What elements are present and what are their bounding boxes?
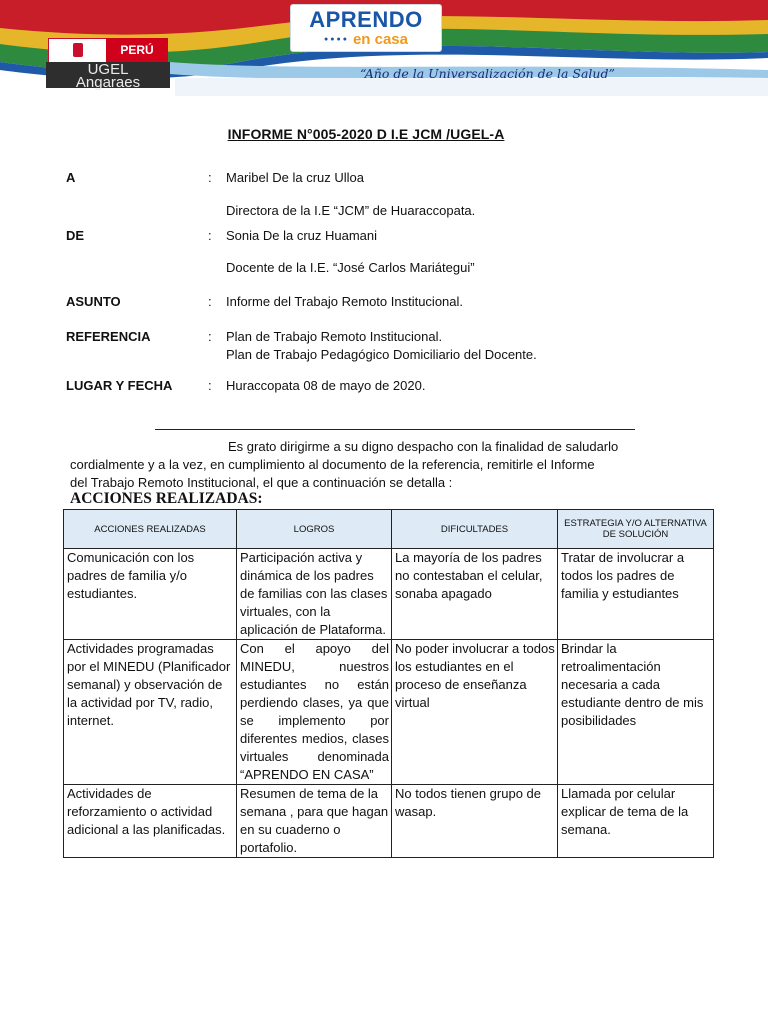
field-label-lugar-fecha: LUGAR Y FECHA bbox=[66, 378, 173, 393]
table-cell: Actividades programadas por el MINEDU (Planificador semanal) y observación de la actividad por TV, radio, internet. bbox=[64, 640, 237, 785]
table-header-estrategia: ESTRATEGIA Y/O ALTERNATIVA DE SOLUCIÓN bbox=[558, 510, 714, 549]
field-label-referencia: REFERENCIA bbox=[66, 329, 151, 344]
table-cell: Llamada por celular explicar de tema de la semana. bbox=[558, 785, 714, 858]
ugel-line1: UGEL bbox=[87, 61, 129, 78]
field-value-a: Maribel De la cruz Ulloa bbox=[226, 170, 364, 185]
table-cell: No todos tienen grupo de wasap. bbox=[392, 785, 558, 858]
field-label-asunto: ASUNTO bbox=[66, 294, 121, 309]
field-label-a: A bbox=[66, 170, 76, 185]
table-cell: No poder involucrar a todos los estudiantes en el proceso de enseñanza virtual bbox=[392, 640, 558, 785]
ugel-line2: Angaraes bbox=[75, 74, 141, 91]
table-cell: Resumen de tema de la semana , para que hagan en su cuaderno o portafolio. bbox=[237, 785, 392, 858]
table-row bbox=[64, 549, 714, 640]
document-header bbox=[0, 0, 768, 110]
aprendo-en-casa-logo bbox=[290, 4, 442, 52]
field-colon: : bbox=[208, 378, 212, 393]
intro-paragraph bbox=[70, 438, 670, 492]
table-cell: Tratar de involucrar a todos los padres de familia y estudiantes bbox=[558, 549, 714, 640]
ugel-logo bbox=[46, 61, 170, 91]
field-sub-a: Directora de la I.E “JCM” de Huaraccopata. bbox=[226, 203, 476, 218]
table-row bbox=[64, 785, 714, 858]
field-sub-de: Docente de la I.E. “José Carlos Mariátegui” bbox=[226, 260, 475, 275]
table-cell: La mayoría de los padres no contestaban el celular, sonaba apagado bbox=[392, 549, 558, 640]
field-colon: : bbox=[208, 329, 212, 344]
table-header-logros: LOGROS bbox=[237, 510, 392, 549]
table-row bbox=[64, 640, 714, 785]
field-value-lugar-fecha: Huraccopata 08 de mayo de 2020. bbox=[226, 378, 426, 393]
table-cell: Comunicación con los padres de familia y/o estudiantes. bbox=[64, 549, 237, 640]
field-value-asunto: Informe del Trabajo Remoto Institucional. bbox=[226, 294, 464, 309]
field-label-de: DE bbox=[66, 228, 85, 243]
report-title: INFORME N°005-2020 D I.E JCM /UGEL-A bbox=[227, 126, 505, 142]
paragraph-line: del Trabajo Remoto Institucional, el que a continuación se detalla : bbox=[70, 475, 453, 490]
field-value-referencia-1: Plan de Trabajo Remoto Institucional. bbox=[226, 329, 443, 344]
peru-badge: PERÚ bbox=[106, 38, 168, 62]
section-title: ACCIONES REALIZADAS: bbox=[70, 490, 263, 507]
field-value-referencia-2: Plan de Trabajo Pedagógico Domiciliario del Docente. bbox=[226, 347, 537, 362]
table-cell: Brindar la retroalimentación necesaria a cada estudiante dentro de mis posibilidades bbox=[558, 640, 714, 785]
separator-line bbox=[155, 429, 635, 430]
logo-bottom-text: en casa bbox=[352, 31, 408, 48]
table-header-dificultades: DIFICULTADES bbox=[392, 510, 558, 549]
table-cell: Con el apoyo del MINEDU, nuestros estudiantes no están perdiendo clases, ya que se implemento por diferentes medios, clases virtuales denominada “APRENDO EN CASA” bbox=[237, 640, 392, 785]
field-value-de: Sonia De la cruz Huamani bbox=[226, 228, 378, 243]
logo-top-text: APRENDO bbox=[309, 7, 423, 32]
field-colon: : bbox=[208, 228, 212, 243]
table-header-acciones: ACCIONES REALIZADAS bbox=[64, 510, 237, 549]
table-cell: Actividades de reforzamiento o actividad adicional a las planificadas. bbox=[64, 785, 237, 858]
field-colon: : bbox=[208, 294, 212, 309]
paragraph-line: cordialmente y a la vez, en cumplimiento al documento de la referencia, remitirle el Informe bbox=[70, 457, 595, 472]
header-slogan: “Año de la Universalización de la Salud” bbox=[360, 66, 615, 81]
field-colon: : bbox=[208, 170, 212, 185]
paragraph-line: Es grato dirigirme a su digno despacho con la finalidad de saludarlo bbox=[228, 439, 619, 454]
table-header-row bbox=[64, 510, 714, 549]
table-cell: Participación activa y dinámica de los padres de familias con las clases virtuales, con la aplicación de Plataforma. bbox=[237, 549, 392, 640]
logo-dots-icon: ●●●● bbox=[324, 36, 349, 44]
actions-table bbox=[63, 509, 714, 858]
